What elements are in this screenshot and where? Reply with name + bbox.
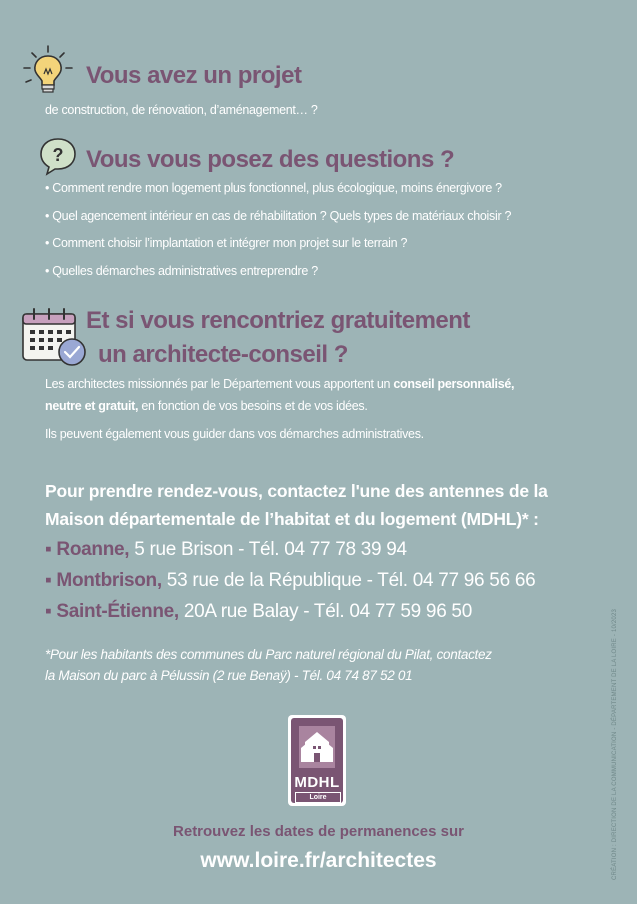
section-title-projet: Vous avez un projet: [86, 62, 302, 89]
logo-sub: Loire: [295, 792, 341, 803]
list-item: • Quel agencement intérieur en cas de réhabilitation ? Quels types de matériaux choisir ?: [45, 209, 512, 223]
section-title-architecte-line1: Et si vous rencontriez gratuitement: [86, 307, 470, 334]
contact-intro-line2: Maison départementale de l’habitat et du logement (MDHL)* :: [45, 509, 539, 529]
antenne-city: Saint-Étienne,: [56, 601, 179, 622]
house-icon: [299, 726, 335, 768]
note-line2: la Maison du parc à Pélussin (2 rue Benaÿ) - Tél. 04 74 87 52 01: [45, 668, 413, 683]
contact-intro-line1: Pour prendre rendez-vous, contactez l'une des antennes de la: [45, 481, 548, 501]
list-item: • Comment rendre mon logement plus fonctionnel, plus écologique, moins énergivore ?: [45, 181, 502, 195]
section-title-questions: Vous vous posez des questions ?: [86, 146, 455, 173]
svg-text:?: ?: [52, 145, 64, 165]
credit-text: CRÉATION : DIRECTION DE LA COMMUNICATION - DÉPARTEMENT DE LA LOIRE - 10/2023: [612, 608, 618, 880]
footer-text: Retrouvez les dates de permanences sur: [173, 823, 464, 840]
paragraph-architectes-line1: [45, 377, 514, 391]
paragraph-text: Les architectes missionnés par le Département vous apportent un: [45, 377, 394, 391]
paragraph-bold: conseil personnalisé,: [393, 377, 515, 391]
antenne-address: 53 rue de la République - Tél. 04 77 96 56 66: [161, 570, 536, 591]
antenne-montbrison: [45, 570, 535, 592]
lightbulb-icon: [18, 44, 78, 96]
paragraph-text: en fonction de vos besoins et de vos idées.: [138, 399, 368, 413]
mdhl-logo: [288, 715, 346, 806]
section-title-architecte-line2: un architecte-conseil ?: [98, 341, 348, 368]
antenne-city: Montbrison,: [56, 570, 162, 591]
bullet-mark: ▪: [45, 601, 52, 622]
antenne-address: 20A rue Balay - Tél. 04 77 59 96 50: [178, 601, 472, 622]
paragraph-demarches: Ils peuvent également vous guider dans vos démarches administratives.: [45, 427, 424, 441]
bullet-mark: ▪: [45, 570, 52, 591]
bullet-mark: ▪: [45, 539, 52, 560]
list-item: • Quelles démarches administratives entreprendre ?: [45, 264, 318, 278]
section-subtitle-projet: de construction, de rénovation, d’aménagement… ?: [45, 103, 318, 117]
logo-name: MDHL: [294, 774, 340, 791]
calendar-check-icon: [20, 306, 90, 368]
antenne-roanne: [45, 539, 407, 561]
antenne-saint-etienne: [45, 601, 472, 623]
footer-url[interactable]: www.loire.fr/architectes: [200, 849, 437, 872]
note-line1: *Pour les habitants des communes du Parc naturel régional du Pilat, contactez: [45, 647, 492, 662]
paragraph-architectes-line2: [45, 399, 368, 413]
question-bubble-icon: [38, 136, 78, 178]
antenne-address: 5 rue Brison - Tél. 04 77 78 39 94: [129, 539, 407, 560]
antenne-city: Roanne,: [56, 539, 130, 560]
list-item: • Comment choisir l’implantation et intégrer mon projet sur le terrain ?: [45, 236, 408, 250]
paragraph-bold: neutre et gratuit,: [45, 399, 139, 413]
